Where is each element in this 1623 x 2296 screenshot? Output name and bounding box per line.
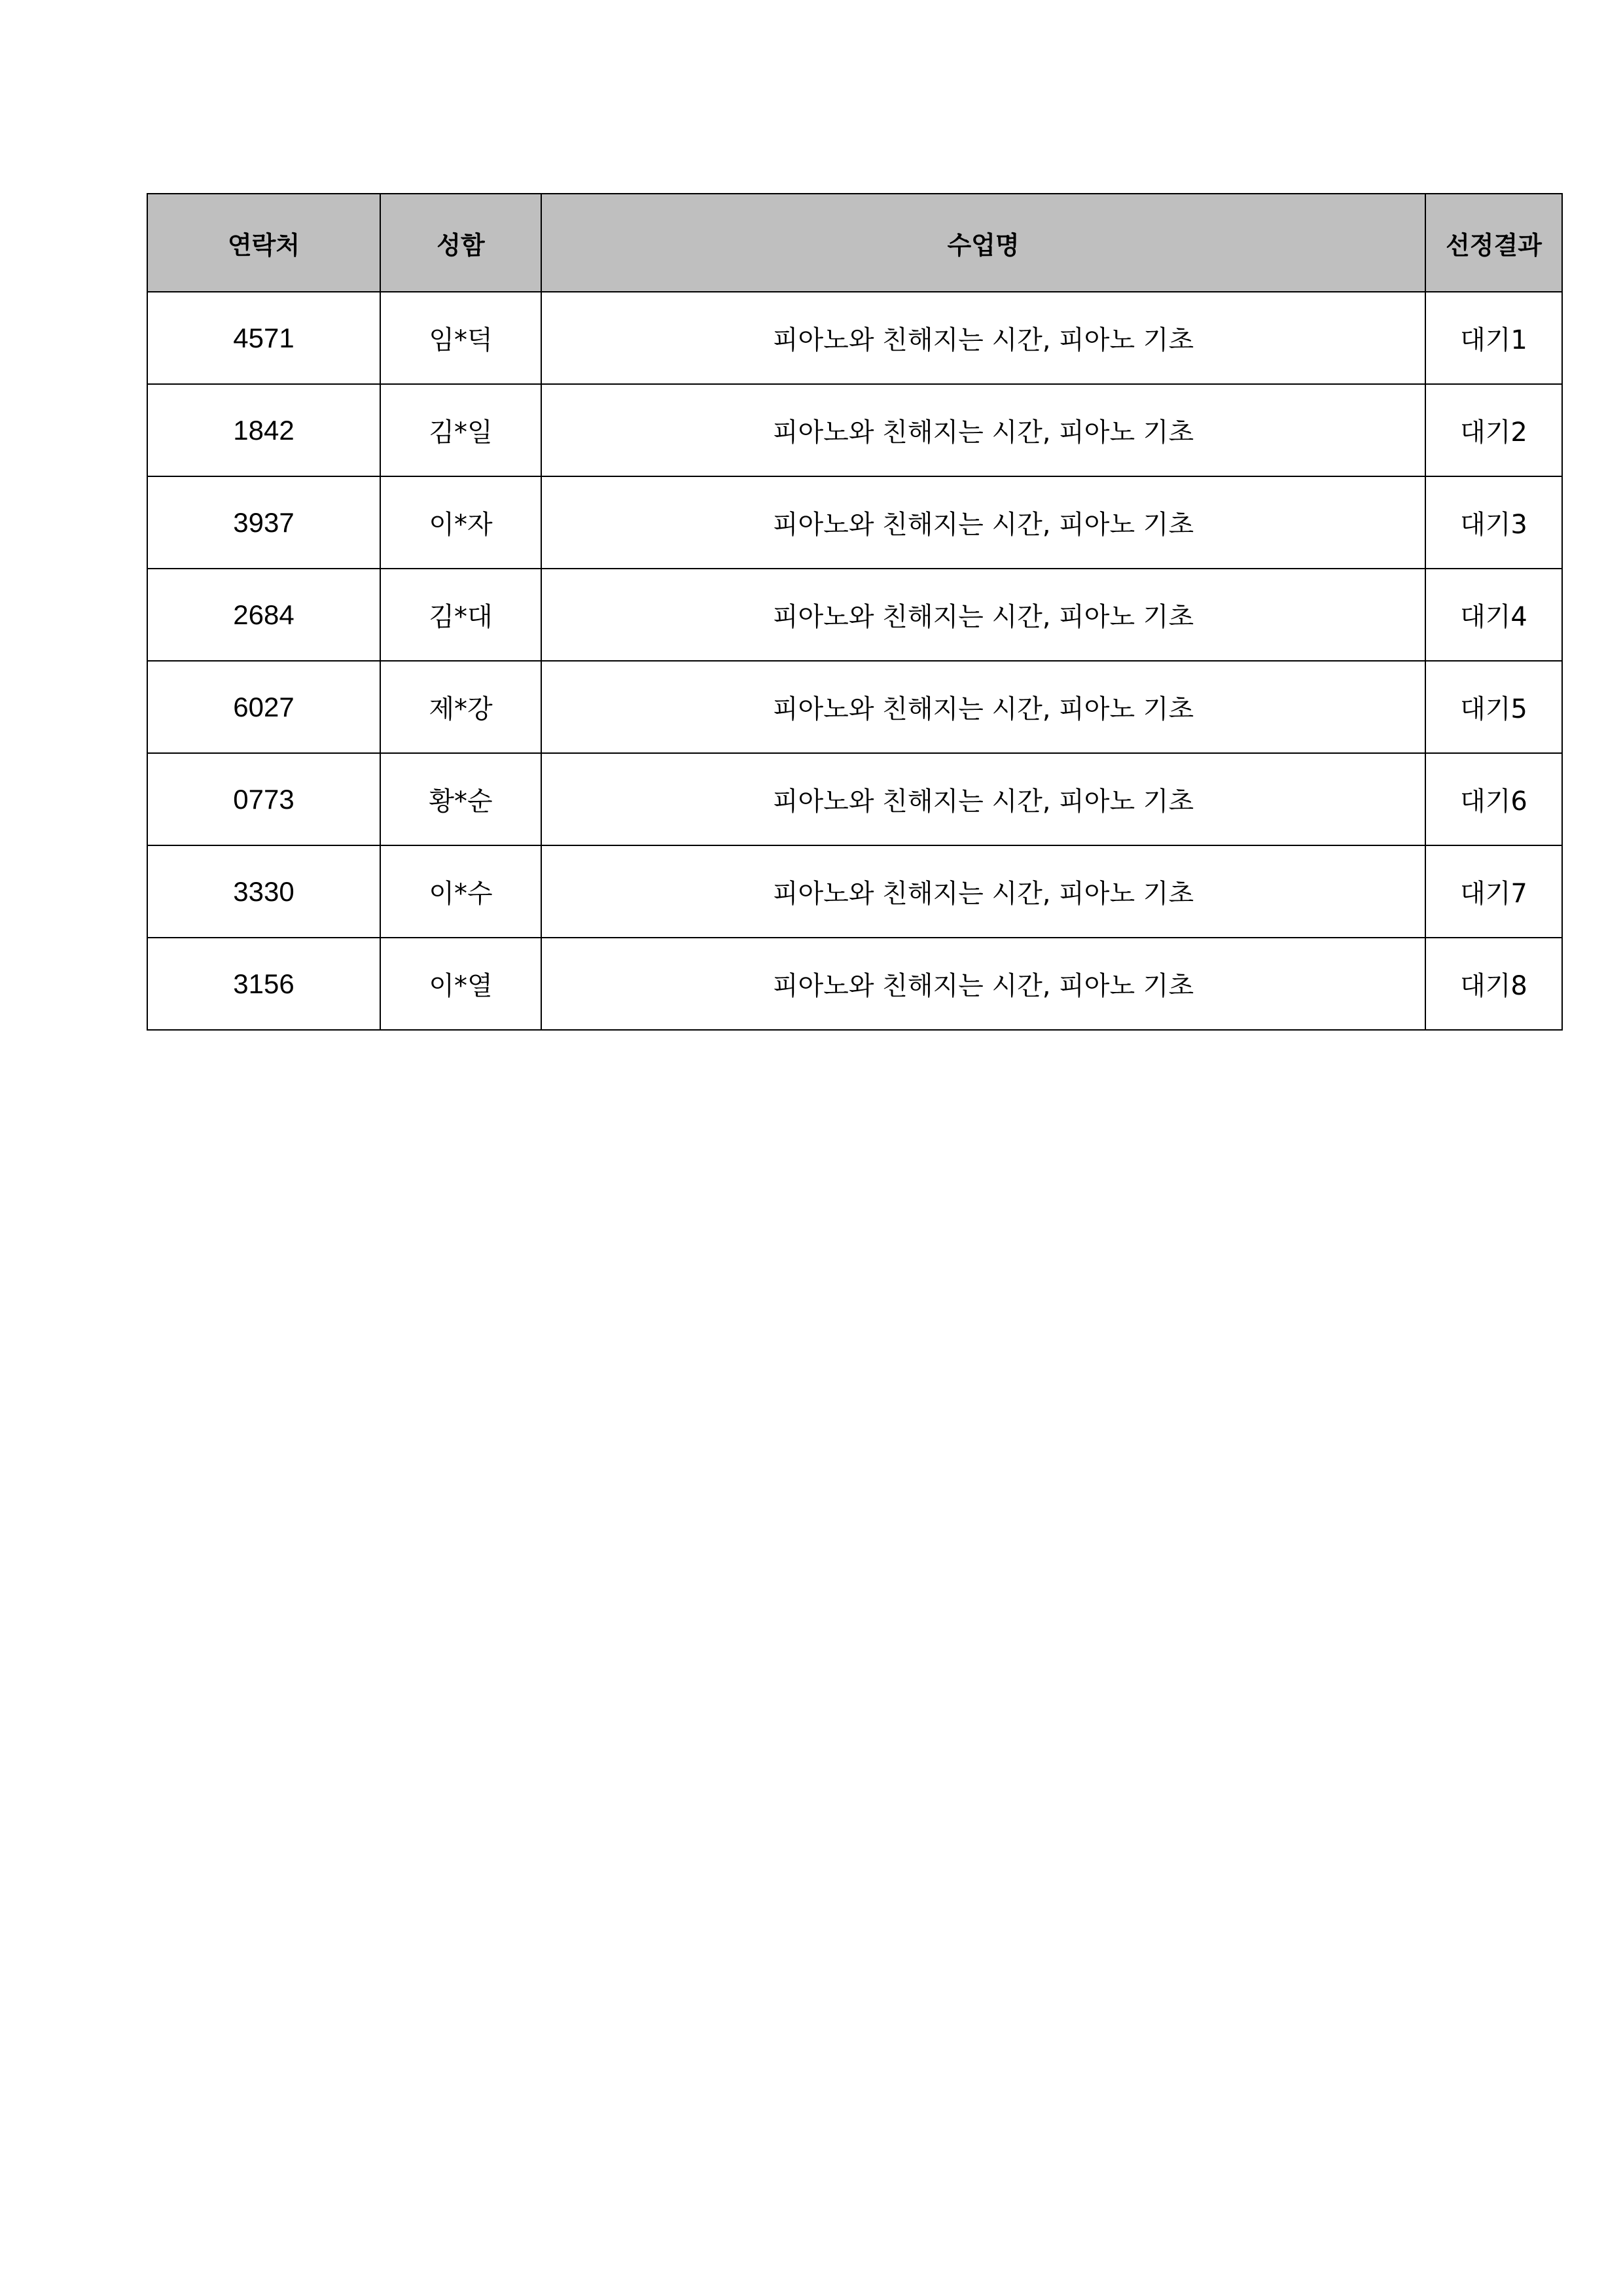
cell-name: 이*열 (380, 938, 541, 1030)
cell-result: 대기8 (1425, 938, 1562, 1030)
cell-result: 대기3 (1425, 476, 1562, 569)
cell-name: 제*강 (380, 661, 541, 753)
cell-class: 피아노와 친해지는 시간, 피아노 기초 (541, 569, 1425, 661)
header-contact: 연락처 (147, 194, 380, 292)
table-row (147, 476, 1562, 569)
cell-name: 이*자 (380, 476, 541, 569)
cell-result: 대기2 (1425, 384, 1562, 476)
cell-contact: 3156 (147, 938, 380, 1030)
cell-name: 황*순 (380, 753, 541, 845)
cell-class: 피아노와 친해지는 시간, 피아노 기초 (541, 938, 1425, 1030)
table-header-row (147, 194, 1562, 292)
selection-result-table (147, 193, 1563, 1031)
cell-contact: 0773 (147, 753, 380, 845)
cell-contact: 1842 (147, 384, 380, 476)
cell-contact: 2684 (147, 569, 380, 661)
table-row (147, 845, 1562, 938)
cell-name: 김*일 (380, 384, 541, 476)
cell-class: 피아노와 친해지는 시간, 피아노 기초 (541, 292, 1425, 384)
cell-result: 대기5 (1425, 661, 1562, 753)
table-row (147, 753, 1562, 845)
cell-result: 대기1 (1425, 292, 1562, 384)
cell-name: 임*덕 (380, 292, 541, 384)
header-class: 수업명 (541, 194, 1425, 292)
table-row (147, 938, 1562, 1030)
table-row (147, 292, 1562, 384)
cell-result: 대기6 (1425, 753, 1562, 845)
table-row (147, 569, 1562, 661)
cell-contact: 4571 (147, 292, 380, 384)
cell-contact: 3937 (147, 476, 380, 569)
cell-class: 피아노와 친해지는 시간, 피아노 기초 (541, 476, 1425, 569)
header-name: 성함 (380, 194, 541, 292)
table-row (147, 661, 1562, 753)
cell-result: 대기4 (1425, 569, 1562, 661)
cell-contact: 3330 (147, 845, 380, 938)
cell-class: 피아노와 친해지는 시간, 피아노 기초 (541, 753, 1425, 845)
cell-name: 이*수 (380, 845, 541, 938)
cell-class: 피아노와 친해지는 시간, 피아노 기초 (541, 384, 1425, 476)
cell-name: 김*대 (380, 569, 541, 661)
cell-contact: 6027 (147, 661, 380, 753)
table-row (147, 384, 1562, 476)
header-result: 선정결과 (1425, 194, 1562, 292)
cell-result: 대기7 (1425, 845, 1562, 938)
cell-class: 피아노와 친해지는 시간, 피아노 기초 (541, 845, 1425, 938)
cell-class: 피아노와 친해지는 시간, 피아노 기초 (541, 661, 1425, 753)
